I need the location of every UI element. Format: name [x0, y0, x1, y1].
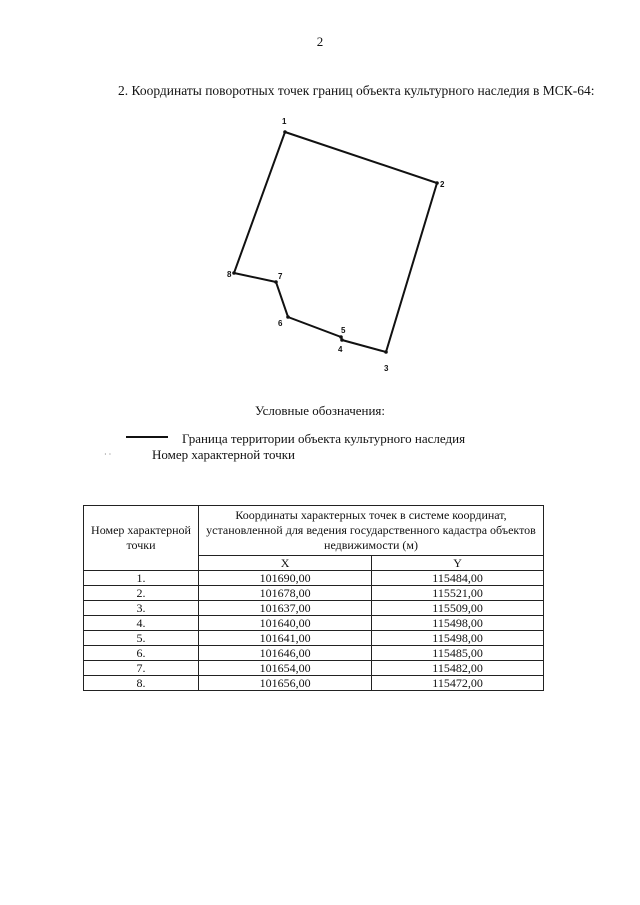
point-marker-8	[232, 271, 236, 275]
table-row	[84, 676, 544, 691]
row-num: 1.	[84, 571, 199, 586]
point-marker-2	[435, 181, 439, 185]
row-y: 115509,00	[372, 601, 544, 616]
point-marker-3	[384, 350, 388, 354]
row-x: 101646,00	[199, 646, 372, 661]
row-x: 101641,00	[199, 631, 372, 646]
row-x: 101678,00	[199, 586, 372, 601]
num-column-header: Номер характерной точки	[84, 506, 199, 571]
table-row	[84, 601, 544, 616]
boundary-polygon	[234, 132, 437, 352]
row-num: 4.	[84, 616, 199, 631]
row-num: 7.	[84, 661, 199, 676]
boundary-plan	[0, 0, 640, 400]
section-heading: 2. Координаты поворотных точек границ объекта культурного наследия в МСК-64:	[118, 83, 595, 98]
table-row	[84, 661, 544, 676]
row-x: 101640,00	[199, 616, 372, 631]
legend-boundary-line	[126, 436, 168, 438]
table-row	[84, 586, 544, 601]
point-label-2: 2	[440, 180, 445, 189]
row-y: 115482,00	[372, 661, 544, 676]
row-x: 101637,00	[199, 601, 372, 616]
x-column-header: X	[199, 556, 372, 571]
legend-point-text: Номер характерной точки	[152, 447, 295, 462]
table-row	[84, 571, 544, 586]
row-y: 115484,00	[372, 571, 544, 586]
point-label-1: 1	[282, 117, 287, 126]
legend-point-symbol: · ·	[104, 450, 112, 459]
point-label-5: 5	[341, 326, 346, 335]
point-label-4: 4	[338, 345, 343, 354]
legend-title: Условные обозначения:	[254, 403, 386, 418]
row-x: 101654,00	[199, 661, 372, 676]
row-num: 8.	[84, 676, 199, 691]
point-label-8: 8	[227, 270, 232, 279]
point-label-7: 7	[278, 272, 283, 281]
legend-boundary-text: Граница территории объекта культурного наследия	[182, 431, 466, 446]
row-y: 115485,00	[372, 646, 544, 661]
table-row	[84, 646, 544, 661]
point-label-3: 3	[384, 364, 389, 373]
row-x: 101690,00	[199, 571, 372, 586]
system-column-header: Координаты характерных точек в системе координат, установленной для ведения государственного кадастра объектов недвижимости (м)	[199, 506, 544, 556]
row-y: 115472,00	[372, 676, 544, 691]
page-number: 2	[316, 34, 324, 49]
row-y: 115498,00	[372, 616, 544, 631]
row-num: 2.	[84, 586, 199, 601]
coordinates-table	[83, 505, 544, 691]
row-num: 3.	[84, 601, 199, 616]
point-marker-1	[283, 130, 287, 134]
table-row	[84, 616, 544, 631]
row-num: 6.	[84, 646, 199, 661]
row-y: 115521,00	[372, 586, 544, 601]
y-column-header: Y	[372, 556, 544, 571]
row-x: 101656,00	[199, 676, 372, 691]
row-y: 115498,00	[372, 631, 544, 646]
point-marker-6	[286, 315, 290, 319]
point-marker-5	[339, 335, 343, 339]
row-num: 5.	[84, 631, 199, 646]
point-label-6: 6	[278, 319, 283, 328]
table-row	[84, 631, 544, 646]
